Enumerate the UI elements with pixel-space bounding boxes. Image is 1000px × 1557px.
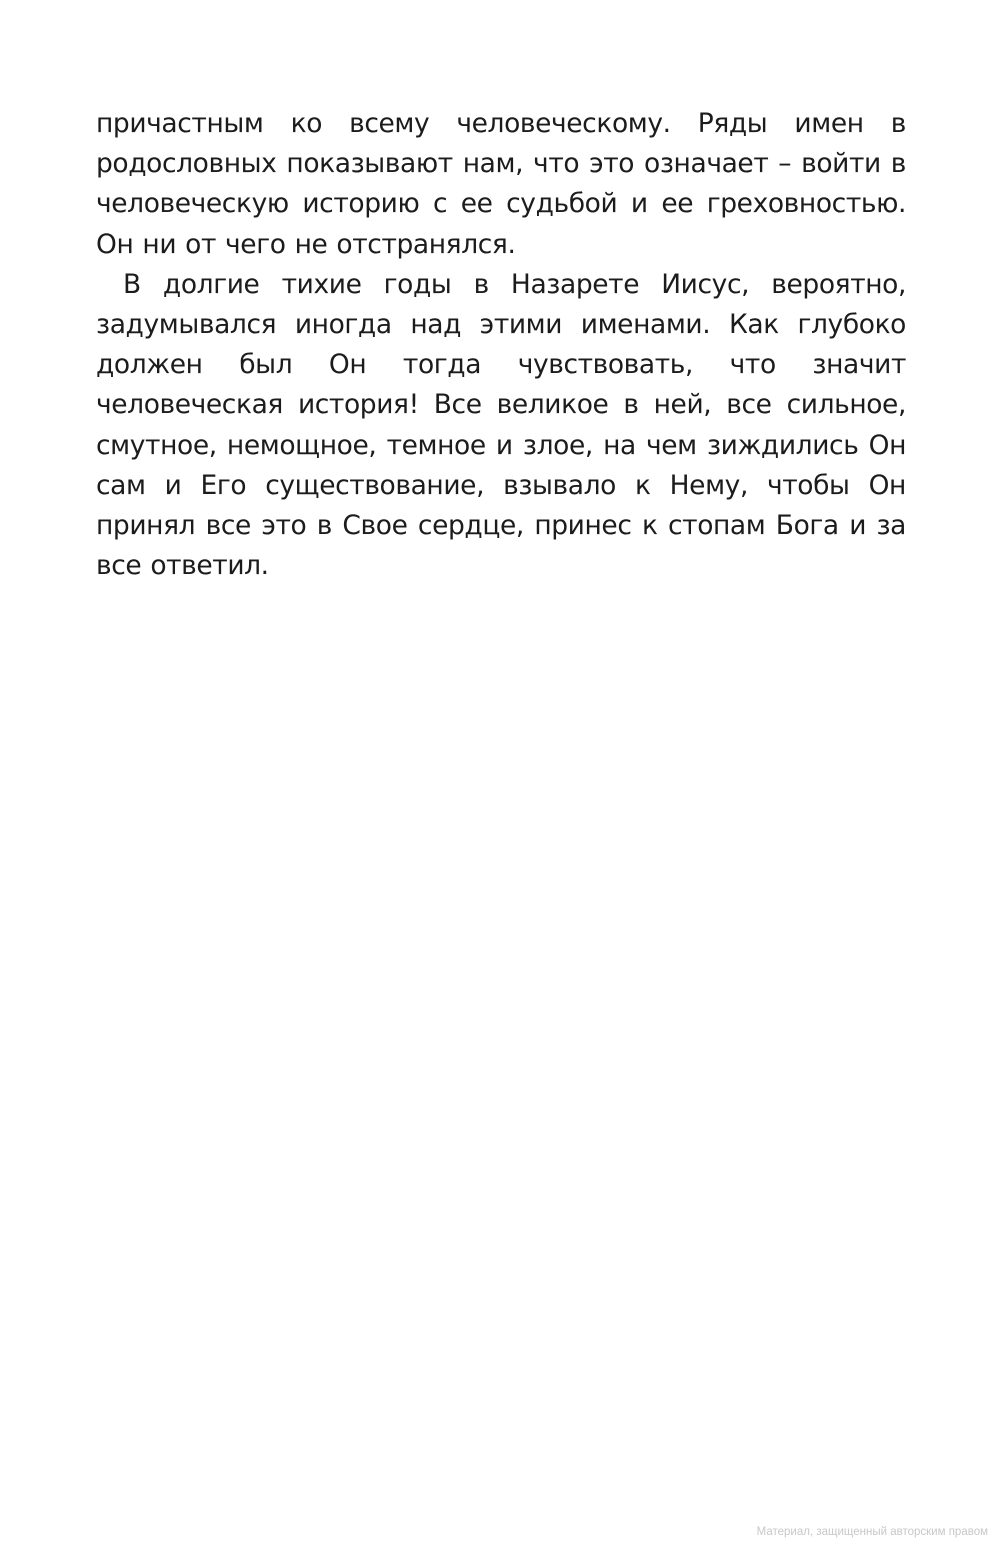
page-body-text (96, 104, 906, 586)
paragraph-continued: причастным ко всему человеческому. Ряды имен в родословных показывают нам, что это означает – войти в человеческую историю с ее судьбой и ее греховностью. Он ни от чего не отстранялся. (96, 108, 906, 260)
copyright-watermark: Материал, защищенный авторским правом (756, 1526, 988, 1538)
paragraph-nazareth: В долгие тихие годы в Назарете Иисус, вероятно, задумывался иногда над этими именами. Как глубоко должен был Он тогда чувствовать, что значит человеческая история! Все великое в ней, все сильное, смутное, немощное, темное и злое, на чем зиждились Он сам и Его существование, взывало к Нему, чтобы Он принял все это в Свое сердце, принес к стопам Бога и за все ответил. (96, 268, 906, 582)
